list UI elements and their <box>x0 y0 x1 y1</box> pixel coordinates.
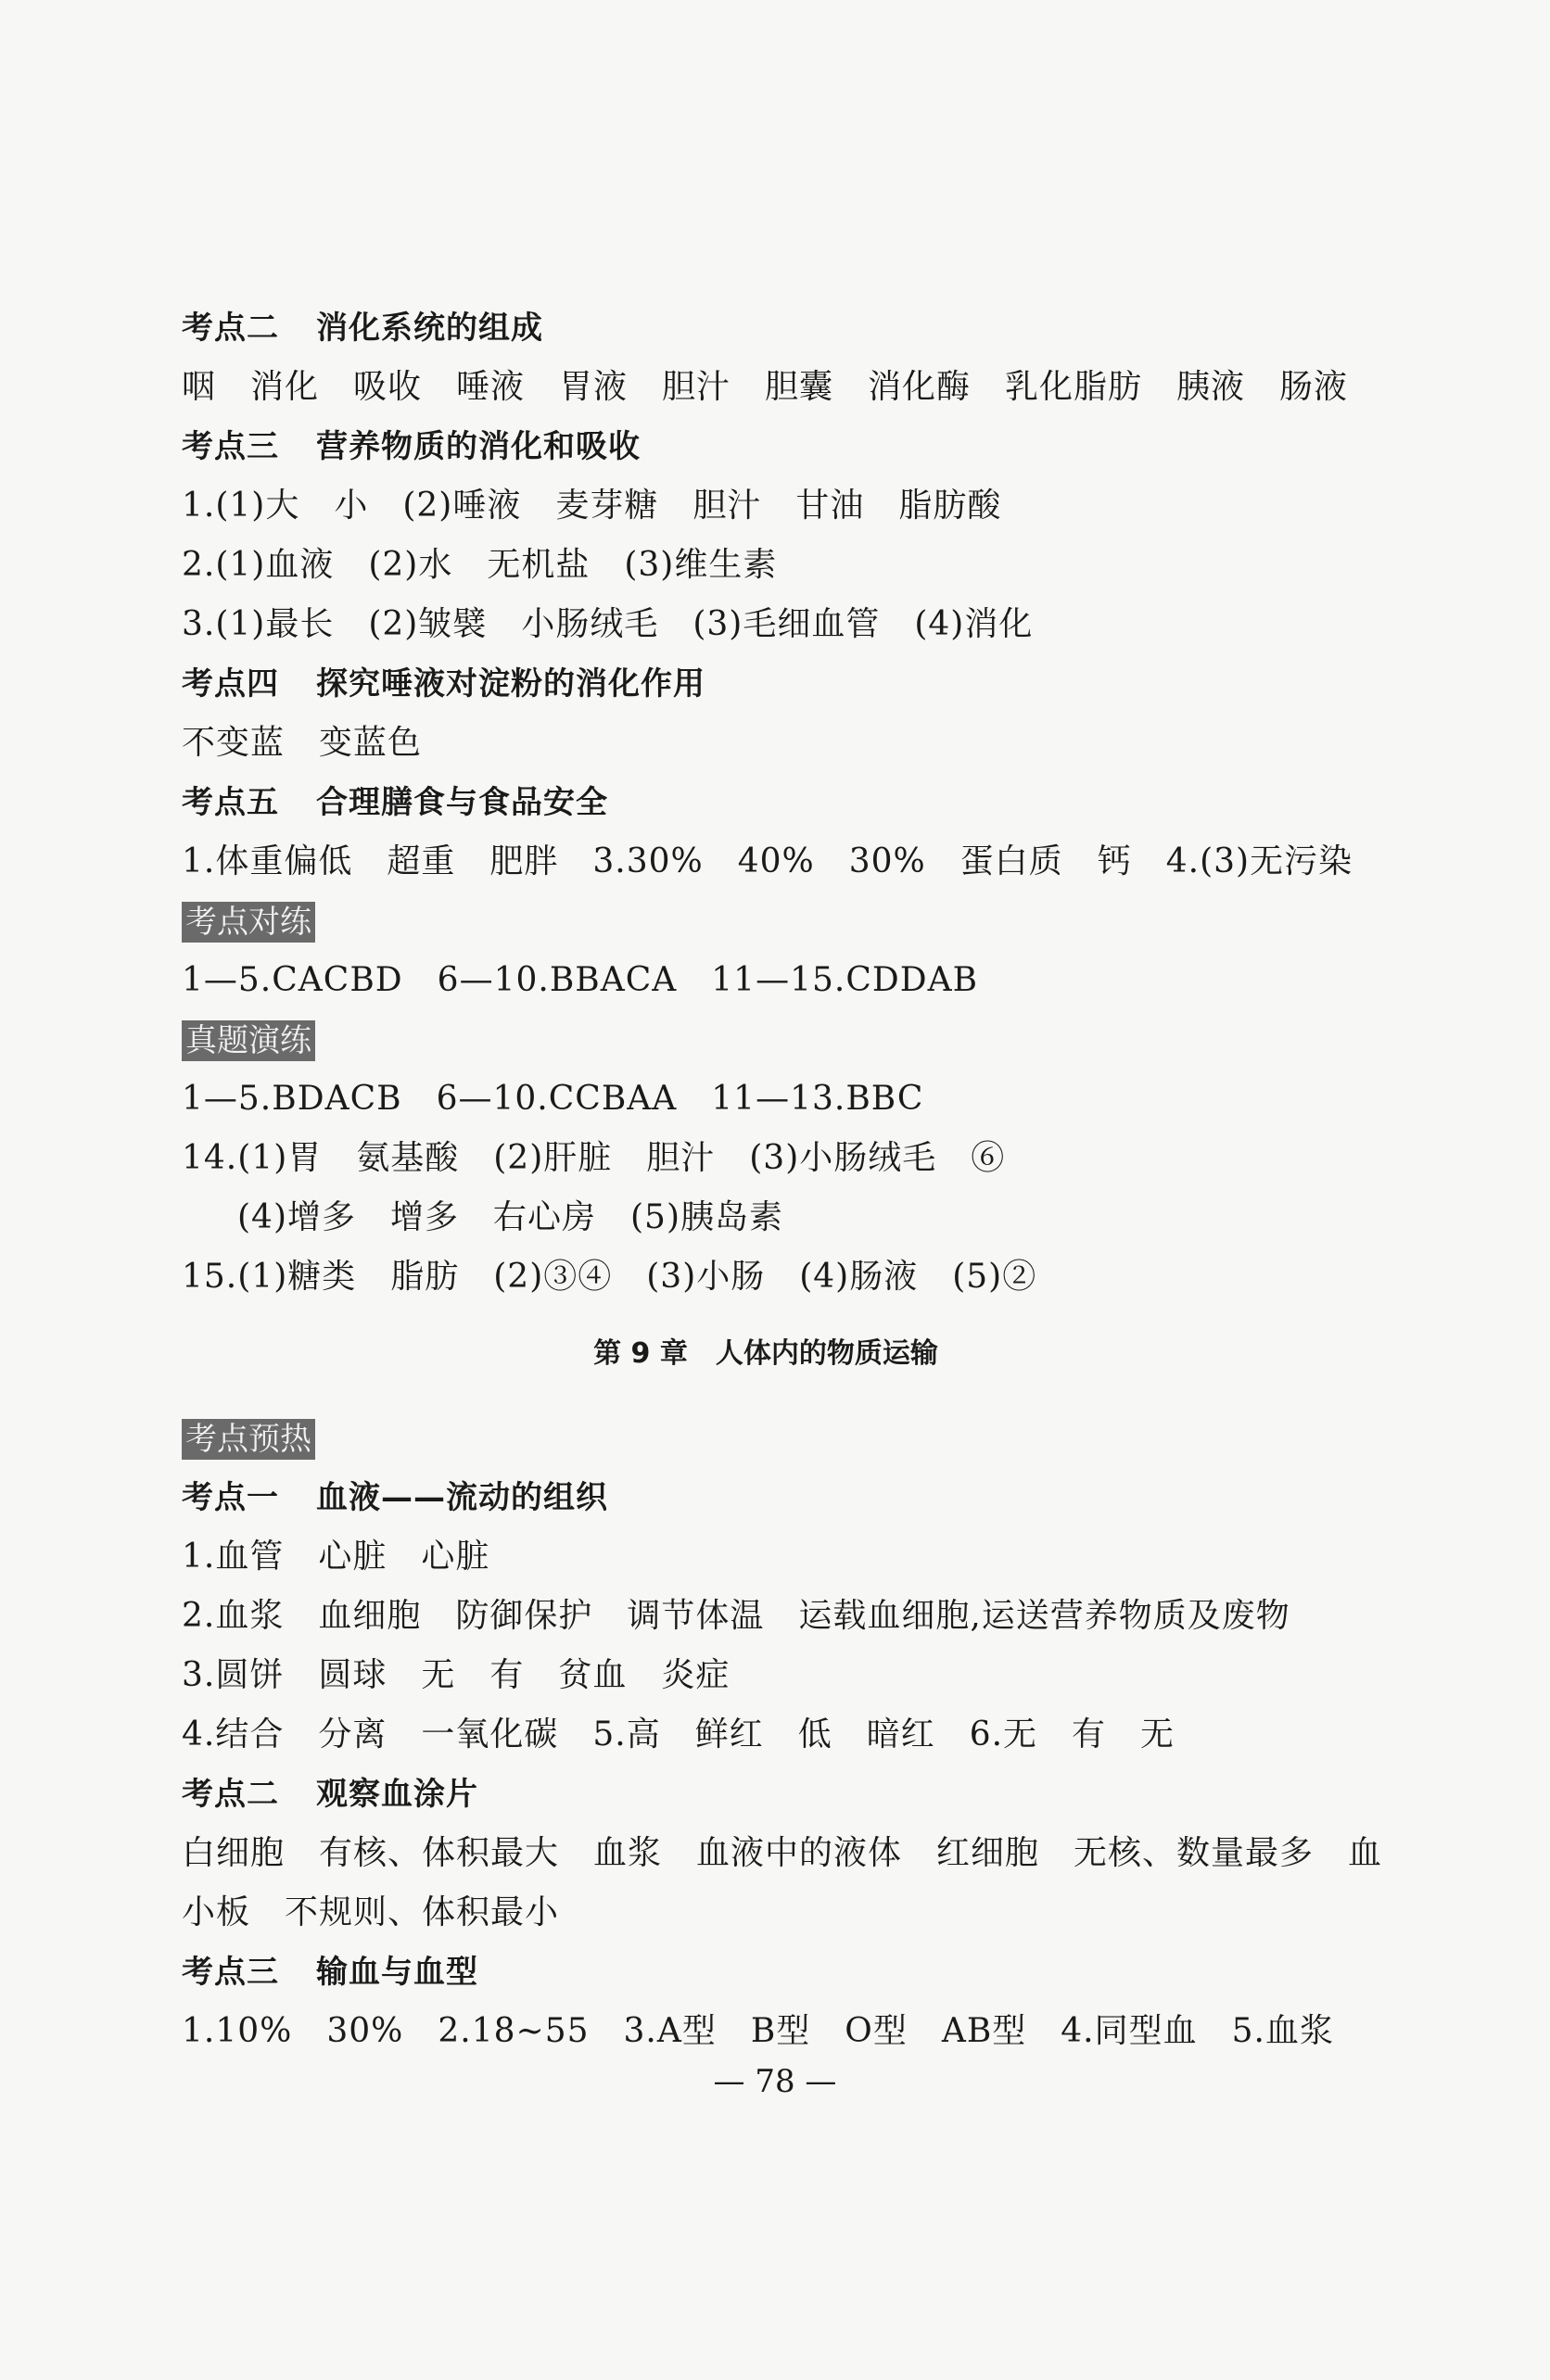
section-heading <box>182 1468 1405 1527</box>
answer-line: 2.血浆 血细胞 防御保护 调节体温 运载血细胞,运送营养物质及废物 <box>182 1597 1290 1635</box>
heading-text: 合理膳食与食品安全 <box>316 784 608 821</box>
answer-line: 1.血管 心脏 心脏 <box>182 1538 490 1576</box>
section-heading <box>182 417 1405 476</box>
answer-line: 1—5.CACBD 6—10.BBACA 11—15.CDDAB <box>182 961 979 999</box>
section-heading <box>182 773 1405 832</box>
heading-label: 考点一 <box>182 1479 279 1516</box>
heading-label: 考点二 <box>182 1776 279 1813</box>
heading-text: 营养物质的消化和吸收 <box>316 428 641 465</box>
section-heading <box>182 1943 1405 2002</box>
answer-line: 2.(1)血液 (2)水 无机盐 (3)维生素 <box>182 546 778 584</box>
section-heading <box>182 1765 1405 1824</box>
heading-label: 考点四 <box>182 665 279 703</box>
answer-line: 不变蓝 变蓝色 <box>182 724 423 762</box>
answer-line: 15.(1)糖类 脂肪 (2)③④ (3)小肠 (4)肠液 (5)② <box>182 1258 1037 1296</box>
answer-content <box>182 298 1405 2061</box>
heading-label: 考点五 <box>182 784 279 821</box>
heading-text: 血液——流动的组织 <box>316 1479 608 1516</box>
heading-label: 考点二 <box>182 310 279 347</box>
section-heading <box>182 298 1405 358</box>
heading-text: 探究唾液对淀粉的消化作用 <box>316 665 705 703</box>
page-number: — 78 — <box>713 2063 837 2100</box>
answer-line: 3.圆饼 圆球 无 有 贫血 炎症 <box>182 1656 731 1694</box>
section-tag: 考点预热 <box>182 1419 315 1460</box>
heading-text: 消化系统的组成 <box>316 310 543 347</box>
heading-text: 观察血涂片 <box>316 1776 478 1813</box>
answer-line: 白细胞 有核、体积最大 血浆 血液中的液体 红细胞 无核、数量最多 血 <box>182 1834 1383 1872</box>
answer-line: 小板 不规则、体积最小 <box>182 1893 560 1931</box>
section-tag: 真题演练 <box>182 1020 315 1061</box>
answer-line: 1.体重偏低 超重 肥胖 3.30% 40% 30% 蛋白质 钙 4.(3)无污染 <box>182 842 1353 880</box>
section-tag-row <box>182 1010 1405 1070</box>
answer-line: 1.(1)大 小 (2)唾液 麦芽糖 胆汁 甘油 脂肪酸 <box>182 487 1002 525</box>
heading-text: 输血与血型 <box>316 1954 478 1991</box>
heading-label: 考点三 <box>182 428 279 465</box>
section-tag-row <box>182 892 1405 951</box>
heading-label: 考点三 <box>182 1954 279 1991</box>
chapter-title <box>182 1312 1405 1396</box>
section-tag-row <box>182 1409 1405 1468</box>
answer-line: 4.结合 分离 一氧化碳 5.高 鲜红 低 暗红 6.无 有 无 <box>182 1715 1175 1753</box>
chapter-text: 人体内的物质运输 <box>715 1337 938 1370</box>
section-heading <box>182 654 1405 714</box>
answer-line: 1.10% 30% 2.18~55 3.A型 B型 O型 AB型 4.同型血 5.血浆 <box>182 2012 1334 2050</box>
answer-line: 咽 消化 吸收 唾液 胃液 胆汁 胆囊 消化酶 乳化脂肪 胰液 肠液 <box>182 368 1349 406</box>
chapter-label: 第 9 章 <box>593 1337 688 1370</box>
section-tag: 考点对练 <box>182 902 315 943</box>
answer-line: 14.(1)胃 氨基酸 (2)肝脏 胆汁 (3)小肠绒毛 ⑥ <box>182 1139 1006 1177</box>
answer-line: 3.(1)最长 (2)皱襞 小肠绒毛 (3)毛细血管 (4)消化 <box>182 605 1034 643</box>
answer-line: 1—5.BDACB 6—10.CCBAA 11—13.BBC <box>182 1080 924 1118</box>
answer-line: (4)增多 增多 右心房 (5)胰岛素 <box>237 1198 783 1236</box>
